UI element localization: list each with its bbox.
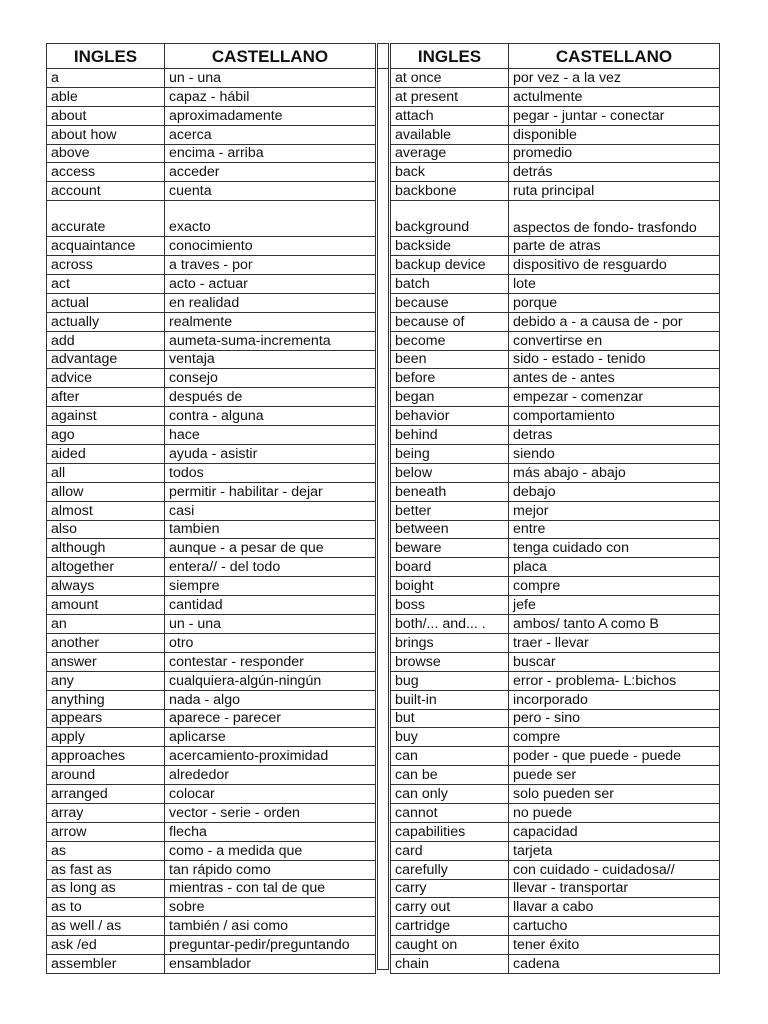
table-row bbox=[47, 577, 376, 596]
table-row bbox=[391, 69, 720, 88]
english-term: backbone bbox=[391, 182, 509, 201]
table-row bbox=[391, 125, 720, 144]
spanish-translation: ayuda - asistir bbox=[165, 445, 376, 464]
english-term: can only bbox=[391, 785, 509, 804]
column-separator-bottom bbox=[377, 969, 389, 970]
english-term: become bbox=[391, 331, 509, 350]
spanish-translation: cuenta bbox=[165, 182, 376, 201]
table-row bbox=[391, 633, 720, 652]
table-row bbox=[47, 747, 376, 766]
english-term: account bbox=[47, 182, 165, 201]
table-row bbox=[391, 501, 720, 520]
english-term: access bbox=[47, 163, 165, 182]
header-row bbox=[391, 44, 720, 69]
english-term: actually bbox=[47, 312, 165, 331]
spanish-translation: con cuidado - cuidadosa// bbox=[509, 860, 720, 879]
table-row bbox=[47, 125, 376, 144]
spanish-translation: traer - llevar bbox=[509, 633, 720, 652]
english-term: apply bbox=[47, 728, 165, 747]
header-row bbox=[47, 44, 376, 69]
column-separator bbox=[377, 43, 389, 970]
table-row bbox=[47, 369, 376, 388]
spanish-translation: convertirse en bbox=[509, 331, 720, 350]
table-row bbox=[47, 163, 376, 182]
table-row bbox=[391, 482, 720, 501]
english-term: assembler bbox=[47, 955, 165, 974]
table-row bbox=[47, 87, 376, 106]
table-row bbox=[391, 87, 720, 106]
spanish-translation: mejor bbox=[509, 501, 720, 520]
spanish-translation: colocar bbox=[165, 785, 376, 804]
table-row bbox=[391, 445, 720, 464]
table-row bbox=[47, 293, 376, 312]
table-row bbox=[47, 237, 376, 256]
table-row bbox=[391, 201, 720, 237]
spanish-translation: capaz - hábil bbox=[165, 87, 376, 106]
spanish-translation: detrás bbox=[509, 163, 720, 182]
spanish-translation: un - una bbox=[165, 69, 376, 88]
spanish-translation: más abajo - abajo bbox=[509, 463, 720, 482]
table-row bbox=[47, 766, 376, 785]
english-term: aided bbox=[47, 445, 165, 464]
table-row bbox=[391, 917, 720, 936]
spanish-translation: flecha bbox=[165, 822, 376, 841]
spanish-translation: porque bbox=[509, 293, 720, 312]
spanish-translation: pegar - juntar - conectar bbox=[509, 106, 720, 125]
english-term: but bbox=[391, 709, 509, 728]
english-term: an bbox=[47, 615, 165, 634]
english-term: allow bbox=[47, 482, 165, 501]
spanish-translation: aspectos de fondo- trasfondo bbox=[509, 201, 720, 237]
english-term: as to bbox=[47, 898, 165, 917]
english-term: always bbox=[47, 577, 165, 596]
english-term: backup device bbox=[391, 256, 509, 275]
table-row bbox=[47, 388, 376, 407]
english-term: as fast as bbox=[47, 860, 165, 879]
spanish-translation: preguntar-pedir/preguntando bbox=[165, 936, 376, 955]
spanish-translation: exacto bbox=[165, 201, 376, 237]
english-term: capabilities bbox=[391, 822, 509, 841]
spanish-translation: como - a medida que bbox=[165, 841, 376, 860]
spanish-translation: entre bbox=[509, 520, 720, 539]
table-row bbox=[391, 709, 720, 728]
english-term: array bbox=[47, 803, 165, 822]
table-row bbox=[391, 577, 720, 596]
table-row bbox=[391, 407, 720, 426]
table-row bbox=[47, 879, 376, 898]
english-term: as well / as bbox=[47, 917, 165, 936]
english-term: as long as bbox=[47, 879, 165, 898]
english-term: brings bbox=[391, 633, 509, 652]
table-row bbox=[47, 312, 376, 331]
english-term: beware bbox=[391, 539, 509, 558]
table-row bbox=[391, 898, 720, 917]
spanish-translation: consejo bbox=[165, 369, 376, 388]
table-row bbox=[47, 803, 376, 822]
table-row bbox=[47, 482, 376, 501]
spanish-translation: conocimiento bbox=[165, 237, 376, 256]
english-term: able bbox=[47, 87, 165, 106]
english-term: bug bbox=[391, 671, 509, 690]
spanish-translation: parte de atras bbox=[509, 237, 720, 256]
spanish-translation: placa bbox=[509, 558, 720, 577]
spanish-translation: nada - algo bbox=[165, 690, 376, 709]
spanish-translation: comportamiento bbox=[509, 407, 720, 426]
english-term: cannot bbox=[391, 803, 509, 822]
spanish-translation: encima - arriba bbox=[165, 144, 376, 163]
english-term: beneath bbox=[391, 482, 509, 501]
english-term: both/... and... . bbox=[391, 615, 509, 634]
english-term: available bbox=[391, 125, 509, 144]
spanish-translation: vector - serie - orden bbox=[165, 803, 376, 822]
english-term: being bbox=[391, 445, 509, 464]
spanish-translation: debajo bbox=[509, 482, 720, 501]
english-term: ask /ed bbox=[47, 936, 165, 955]
spanish-translation: ensamblador bbox=[165, 955, 376, 974]
spanish-translation: cantidad bbox=[165, 596, 376, 615]
table-row bbox=[47, 936, 376, 955]
table-row bbox=[391, 879, 720, 898]
header-ingles: INGLES bbox=[391, 44, 509, 69]
english-term: carry out bbox=[391, 898, 509, 917]
english-term: attach bbox=[391, 106, 509, 125]
english-term: all bbox=[47, 463, 165, 482]
table-row bbox=[47, 841, 376, 860]
english-term: also bbox=[47, 520, 165, 539]
spanish-translation: jefe bbox=[509, 596, 720, 615]
table-row bbox=[47, 445, 376, 464]
spanish-translation: poder - que puede - puede bbox=[509, 747, 720, 766]
english-term: about bbox=[47, 106, 165, 125]
english-term: began bbox=[391, 388, 509, 407]
table-row bbox=[391, 596, 720, 615]
spanish-translation: todos bbox=[165, 463, 376, 482]
spanish-translation: realmente bbox=[165, 312, 376, 331]
english-term: because of bbox=[391, 312, 509, 331]
english-term: boight bbox=[391, 577, 509, 596]
header-castellano: CASTELLANO bbox=[165, 44, 376, 69]
table-row bbox=[391, 369, 720, 388]
spanish-translation: otro bbox=[165, 633, 376, 652]
english-term: behind bbox=[391, 426, 509, 445]
table-row bbox=[47, 860, 376, 879]
table-row bbox=[47, 331, 376, 350]
table-row bbox=[47, 426, 376, 445]
spanish-translation: ambos/ tanto A como B bbox=[509, 615, 720, 634]
table-row bbox=[391, 728, 720, 747]
spanish-translation: detras bbox=[509, 426, 720, 445]
table-row bbox=[391, 331, 720, 350]
spanish-translation: empezar - comenzar bbox=[509, 388, 720, 407]
english-term: against bbox=[47, 407, 165, 426]
table-row bbox=[391, 182, 720, 201]
spanish-translation: pero - sino bbox=[509, 709, 720, 728]
spanish-translation: puede ser bbox=[509, 766, 720, 785]
table-row bbox=[391, 256, 720, 275]
table-row bbox=[47, 182, 376, 201]
spanish-translation: acercamiento-proximidad bbox=[165, 747, 376, 766]
spanish-translation: tarjeta bbox=[509, 841, 720, 860]
table-row bbox=[391, 936, 720, 955]
english-term: between bbox=[391, 520, 509, 539]
spanish-translation: acceder bbox=[165, 163, 376, 182]
english-term: advice bbox=[47, 369, 165, 388]
english-term: buy bbox=[391, 728, 509, 747]
table-row bbox=[391, 615, 720, 634]
english-term: advantage bbox=[47, 350, 165, 369]
english-term: background bbox=[391, 201, 509, 237]
spanish-translation: tan rápido como bbox=[165, 860, 376, 879]
table-row bbox=[47, 633, 376, 652]
spanish-translation: compre bbox=[509, 728, 720, 747]
english-term: before bbox=[391, 369, 509, 388]
spanish-translation: después de bbox=[165, 388, 376, 407]
spanish-translation: llevar - transportar bbox=[509, 879, 720, 898]
table-row bbox=[47, 407, 376, 426]
spanish-translation: a traves - por bbox=[165, 256, 376, 275]
english-term: accurate bbox=[47, 201, 165, 237]
english-term: better bbox=[391, 501, 509, 520]
english-term: can bbox=[391, 747, 509, 766]
table-row bbox=[47, 144, 376, 163]
spanish-translation: contestar - responder bbox=[165, 652, 376, 671]
english-term: back bbox=[391, 163, 509, 182]
spanish-translation: lote bbox=[509, 275, 720, 294]
table-row bbox=[391, 652, 720, 671]
table-row bbox=[391, 350, 720, 369]
spanish-translation: sido - estado - tenido bbox=[509, 350, 720, 369]
spanish-translation: promedio bbox=[509, 144, 720, 163]
english-term: appears bbox=[47, 709, 165, 728]
spanish-translation: capacidad bbox=[509, 822, 720, 841]
english-term: boss bbox=[391, 596, 509, 615]
table-row bbox=[391, 106, 720, 125]
english-term: about how bbox=[47, 125, 165, 144]
table-row bbox=[47, 596, 376, 615]
table-row bbox=[47, 201, 376, 237]
spanish-translation: antes de - antes bbox=[509, 369, 720, 388]
table-row bbox=[47, 558, 376, 577]
english-term: almost bbox=[47, 501, 165, 520]
spanish-translation: solo pueden ser bbox=[509, 785, 720, 804]
english-term: browse bbox=[391, 652, 509, 671]
english-term: at present bbox=[391, 87, 509, 106]
table-row bbox=[391, 426, 720, 445]
table-row bbox=[391, 785, 720, 804]
spanish-translation: incorporado bbox=[509, 690, 720, 709]
table-row bbox=[391, 388, 720, 407]
header-castellano: CASTELLANO bbox=[509, 44, 720, 69]
spanish-translation: sobre bbox=[165, 898, 376, 917]
english-term: below bbox=[391, 463, 509, 482]
spanish-translation: aproximadamente bbox=[165, 106, 376, 125]
spanish-translation: compre bbox=[509, 577, 720, 596]
english-term: approaches bbox=[47, 747, 165, 766]
table-row bbox=[47, 539, 376, 558]
english-term: as bbox=[47, 841, 165, 860]
vocabulary-table-right bbox=[390, 43, 720, 974]
table-row bbox=[391, 275, 720, 294]
table-row bbox=[47, 690, 376, 709]
english-term: at once bbox=[391, 69, 509, 88]
spanish-translation: contra - alguna bbox=[165, 407, 376, 426]
english-term: after bbox=[47, 388, 165, 407]
english-term: although bbox=[47, 539, 165, 558]
english-term: chain bbox=[391, 955, 509, 974]
english-term: answer bbox=[47, 652, 165, 671]
english-term: built-in bbox=[391, 690, 509, 709]
table-row bbox=[47, 275, 376, 294]
spanish-translation: entera// - del todo bbox=[165, 558, 376, 577]
spanish-translation: tener éxito bbox=[509, 936, 720, 955]
english-term: board bbox=[391, 558, 509, 577]
spanish-translation: cartucho bbox=[509, 917, 720, 936]
english-term: anything bbox=[47, 690, 165, 709]
table-row bbox=[391, 747, 720, 766]
spanish-translation: alrededor bbox=[165, 766, 376, 785]
spanish-translation: siendo bbox=[509, 445, 720, 464]
table-row bbox=[391, 860, 720, 879]
spanish-translation: buscar bbox=[509, 652, 720, 671]
english-term: carry bbox=[391, 879, 509, 898]
spanish-translation: no puede bbox=[509, 803, 720, 822]
column-separator-header bbox=[377, 43, 389, 69]
spanish-translation: aplicarse bbox=[165, 728, 376, 747]
english-term: cartridge bbox=[391, 917, 509, 936]
header-ingles: INGLES bbox=[47, 44, 165, 69]
table-row bbox=[47, 917, 376, 936]
spanish-translation: ruta principal bbox=[509, 182, 720, 201]
english-term: around bbox=[47, 766, 165, 785]
spanish-translation: permitir - habilitar - dejar bbox=[165, 482, 376, 501]
table-row bbox=[391, 520, 720, 539]
spanish-translation: aunque - a pesar de que bbox=[165, 539, 376, 558]
spanish-translation: aparece - parecer bbox=[165, 709, 376, 728]
table-row bbox=[47, 822, 376, 841]
english-term: arranged bbox=[47, 785, 165, 804]
english-term: been bbox=[391, 350, 509, 369]
english-term: can be bbox=[391, 766, 509, 785]
table-row bbox=[391, 766, 720, 785]
table-row bbox=[47, 709, 376, 728]
english-term: add bbox=[47, 331, 165, 350]
english-term: above bbox=[47, 144, 165, 163]
english-term: behavior bbox=[391, 407, 509, 426]
table-row bbox=[47, 256, 376, 275]
spanish-translation: ventaja bbox=[165, 350, 376, 369]
table-row bbox=[391, 293, 720, 312]
english-term: because bbox=[391, 293, 509, 312]
spanish-translation: siempre bbox=[165, 577, 376, 596]
spanish-translation: también / asi como bbox=[165, 917, 376, 936]
spanish-translation: por vez - a la vez bbox=[509, 69, 720, 88]
table-row bbox=[47, 106, 376, 125]
table-row bbox=[391, 312, 720, 331]
table-row bbox=[47, 728, 376, 747]
english-term: arrow bbox=[47, 822, 165, 841]
table-row bbox=[47, 463, 376, 482]
english-term: card bbox=[391, 841, 509, 860]
table-row bbox=[47, 615, 376, 634]
spanish-translation: tenga cuidado con bbox=[509, 539, 720, 558]
english-term: average bbox=[391, 144, 509, 163]
table-row bbox=[391, 841, 720, 860]
english-term: actual bbox=[47, 293, 165, 312]
vocabulary-table-left bbox=[46, 43, 376, 974]
spanish-translation: debido a - a causa de - por bbox=[509, 312, 720, 331]
table-row bbox=[47, 350, 376, 369]
spanish-translation: actulmente bbox=[509, 87, 720, 106]
spanish-translation: cualquiera-algún-ningún bbox=[165, 671, 376, 690]
spanish-translation: en realidad bbox=[165, 293, 376, 312]
table-row bbox=[47, 501, 376, 520]
table-row bbox=[47, 785, 376, 804]
english-term: across bbox=[47, 256, 165, 275]
table-row bbox=[391, 237, 720, 256]
table-row bbox=[391, 463, 720, 482]
english-term: altogether bbox=[47, 558, 165, 577]
english-term: acquaintance bbox=[47, 237, 165, 256]
table-row bbox=[47, 652, 376, 671]
english-term: carefully bbox=[391, 860, 509, 879]
table-row bbox=[47, 520, 376, 539]
spanish-translation: acerca bbox=[165, 125, 376, 144]
table-row bbox=[391, 803, 720, 822]
spanish-translation: error - problema- L:bichos bbox=[509, 671, 720, 690]
english-term: batch bbox=[391, 275, 509, 294]
spanish-translation: aumeta-suma-incrementa bbox=[165, 331, 376, 350]
spanish-translation: disponible bbox=[509, 125, 720, 144]
english-term: any bbox=[47, 671, 165, 690]
english-term: act bbox=[47, 275, 165, 294]
english-term: a bbox=[47, 69, 165, 88]
spanish-translation: casi bbox=[165, 501, 376, 520]
table-row bbox=[47, 671, 376, 690]
table-row bbox=[391, 539, 720, 558]
spanish-translation: dispositivo de resguardo bbox=[509, 256, 720, 275]
english-term: amount bbox=[47, 596, 165, 615]
spanish-translation: mientras - con tal de que bbox=[165, 879, 376, 898]
spanish-translation: tambien bbox=[165, 520, 376, 539]
spanish-translation: hace bbox=[165, 426, 376, 445]
spanish-translation: llavar a cabo bbox=[509, 898, 720, 917]
table-row bbox=[391, 955, 720, 974]
table-row bbox=[391, 671, 720, 690]
english-term: ago bbox=[47, 426, 165, 445]
english-term: another bbox=[47, 633, 165, 652]
table-row bbox=[47, 69, 376, 88]
table-row bbox=[391, 822, 720, 841]
table-row bbox=[391, 690, 720, 709]
table-row bbox=[391, 558, 720, 577]
english-term: caught on bbox=[391, 936, 509, 955]
table-row bbox=[47, 955, 376, 974]
table-row bbox=[391, 163, 720, 182]
table-row bbox=[47, 898, 376, 917]
english-term: backside bbox=[391, 237, 509, 256]
table-row bbox=[391, 144, 720, 163]
spanish-translation: cadena bbox=[509, 955, 720, 974]
spanish-translation: acto - actuar bbox=[165, 275, 376, 294]
spanish-translation: un - una bbox=[165, 615, 376, 634]
